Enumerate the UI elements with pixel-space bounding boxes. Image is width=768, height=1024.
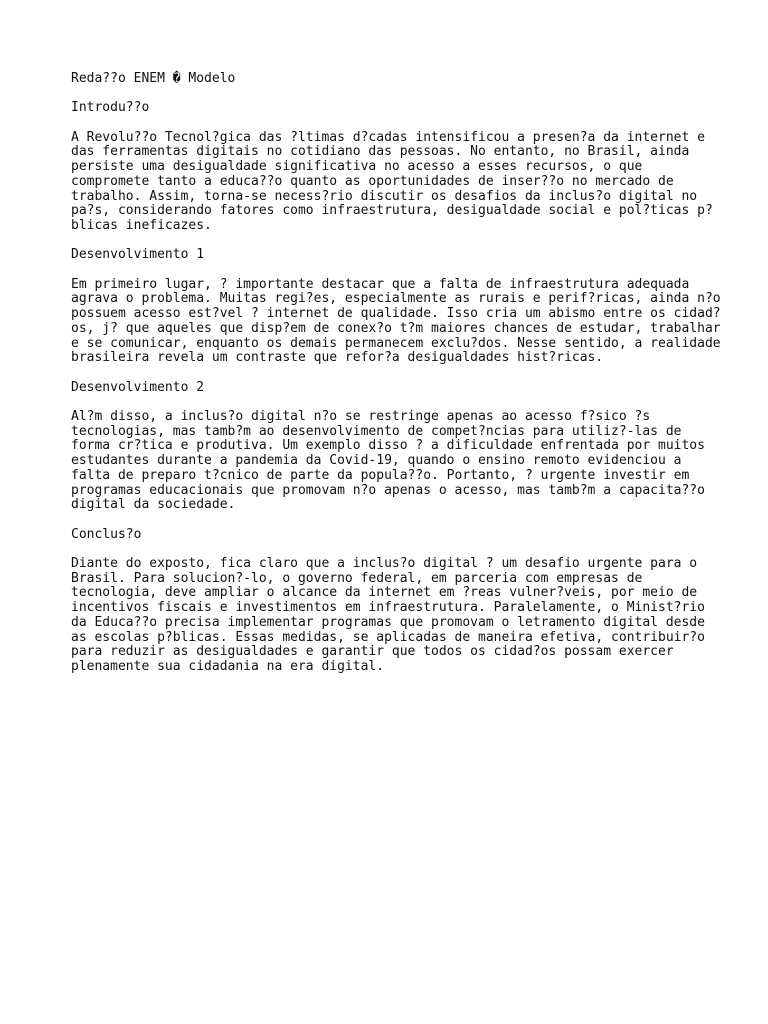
document-content [71,71,721,689]
document-title: Reda??o ENEM � Modelo [71,71,236,86]
section-body-introducao: A Revolu??o Tecnol?gica das ?ltimas d?cadas intensificou a presen?a da internet e das ferramentas digitais no cotidiano das pessoas. No entanto, no Brasil, ainda persiste uma desigualdade significativa no acesso a esses recursos, o que compromete tanto a educa??o quanto as oportunidades de inser??o no mercado de trabalho. Assim, torna-se necess?rio discutir os desafios da inclus?o digital no pa?s, considerando fatores como infraestrutura, desigualdade social e pol?ticas p? blicas ineficazes. [71,129,713,233]
section-body-conclusao: Diante do exposto, fica claro que a inclus?o digital ? um desafio urgente para o Brasil. Para solucion?-lo, o governo federal, em parceria com empresas de tecnologia, deve ampliar o alcance da internet em ?reas vulner?veis, por meio de incentivos fiscais e investimentos em infraestrutura. Paralelamente, o Minist?rio da Educa??o precisa implementar programas que promovam o letramento digital desde as escolas p?blicas. Essas medidas, se aplicadas de maneira efetiva, contribuir?o para reduzir as desigualdades e garantir que todos os cidad?os possam exercer plenamente sua cidadania na era digital. [71,556,705,674]
section-heading-conclusao: Conclus?o [71,526,142,542]
section-heading-introducao: Introdu??o [71,100,150,116]
section-heading-desenvolvimento-1: Desenvolvimento 1 [71,247,205,263]
section-body-desenvolvimento-2: Al?m disso, a inclus?o digital n?o se restringe apenas ao acesso f?sico ?s tecnologias, mas tamb?m ao desenvolvimento de compet?ncias para utiliz?-las de forma cr?tica e produtiva. Um exemplo disso ? a dificuldade enfrentada por muitos estudantes durante a pandemia da Covid-19, quando o ensino remoto evidenciou a falta de preparo t?cnico de parte da popula??o. Portanto, ? urgente investir em programas educacionais que promovam n?o apenas o acesso, mas tamb?m a capacita??o digital da sociedade. [71,409,705,513]
section-body-desenvolvimento-1: Em primeiro lugar, ? importante destacar que a falta de infraestrutura adequada agrava o problema. Muitas regi?es, especialmente as rurais e perif?ricas, ainda n?o possuem acesso est?vel ? internet de qualidade. Isso cria um abismo entre os cidad? os, j? que aqueles que disp?em de conex?o t?m maiores chances de estudar, trabalhar e se comunicar, enquanto os demais permanecem exclu?dos. Nesse sentido, a realidade brasileira revela um contraste que refor?a desigualdades hist?ricas. [71,276,721,366]
section-heading-desenvolvimento-2: Desenvolvimento 2 [71,379,205,395]
